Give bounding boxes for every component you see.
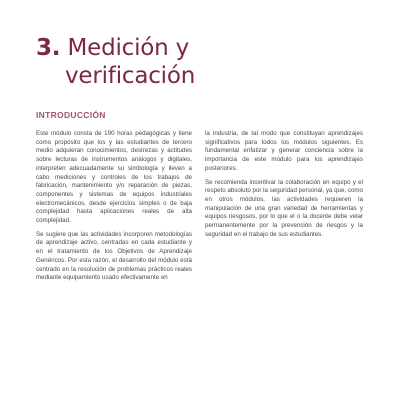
left-column: [36, 130, 192, 288]
chapter-title: [36, 34, 195, 90]
left-paragraph-1: Este módulo consta de 190 horas pedagógicas y tiene como propósito que los y las estudiantes de tercero medio adquieran conocimientos, destrezas y actitudes sobre lecturas de instrumentos análogos y digitales, interpreten adecuadamente su simbología y lleven a cabo mediciones y controles de los trabajos de fabricación, mantenimiento y/o reparación de piezas, componentes y sistemas de equipos industriales electromecánicos, desde ejercicios simples o de baja complejidad hasta aplicaciones reales de alta complejidad.: [36, 130, 192, 225]
chapter-number: 3.: [36, 35, 61, 61]
left-paragraph-2: Se sugiere que las actividades incorporen metodologías de aprendizaje activo, centradas en cada estudiante y en el tratamiento de los Objetivos de Aprendizaje Genéricos. Por esta razón, el desarrollo del módulo está centrado en la resolución de problemas prácticos reales mediante equipamiento usado efectivamente en: [36, 230, 192, 282]
right-paragraph-2: Se recomienda incentivar la colaboración en equipo y el respeto absoluto por la seguridad personal, ya que, como en otros módulos, las actividades requieren la manipulación de una gran variedad de herramientas y equipos riesgosos, por lo que el o la docente debe velar permanentemente por la prevención de riesgos y la seguridad en el trabajo de sus estudiantes.: [205, 178, 363, 238]
chapter-title-line1: Medición y: [67, 35, 190, 61]
chapter-title-line2: verificación: [65, 63, 196, 89]
section-label: INTRODUCCIÓN: [36, 110, 106, 120]
right-paragraph-1: la industria, de tal modo que constituyan aprendizajes significativos para todos los módulos siguientes. Es fundamental enfatizar y generar conciencia sobre la importancia de este módulo para los aprendizajes posteriores.: [205, 130, 363, 172]
right-column: [205, 130, 363, 244]
